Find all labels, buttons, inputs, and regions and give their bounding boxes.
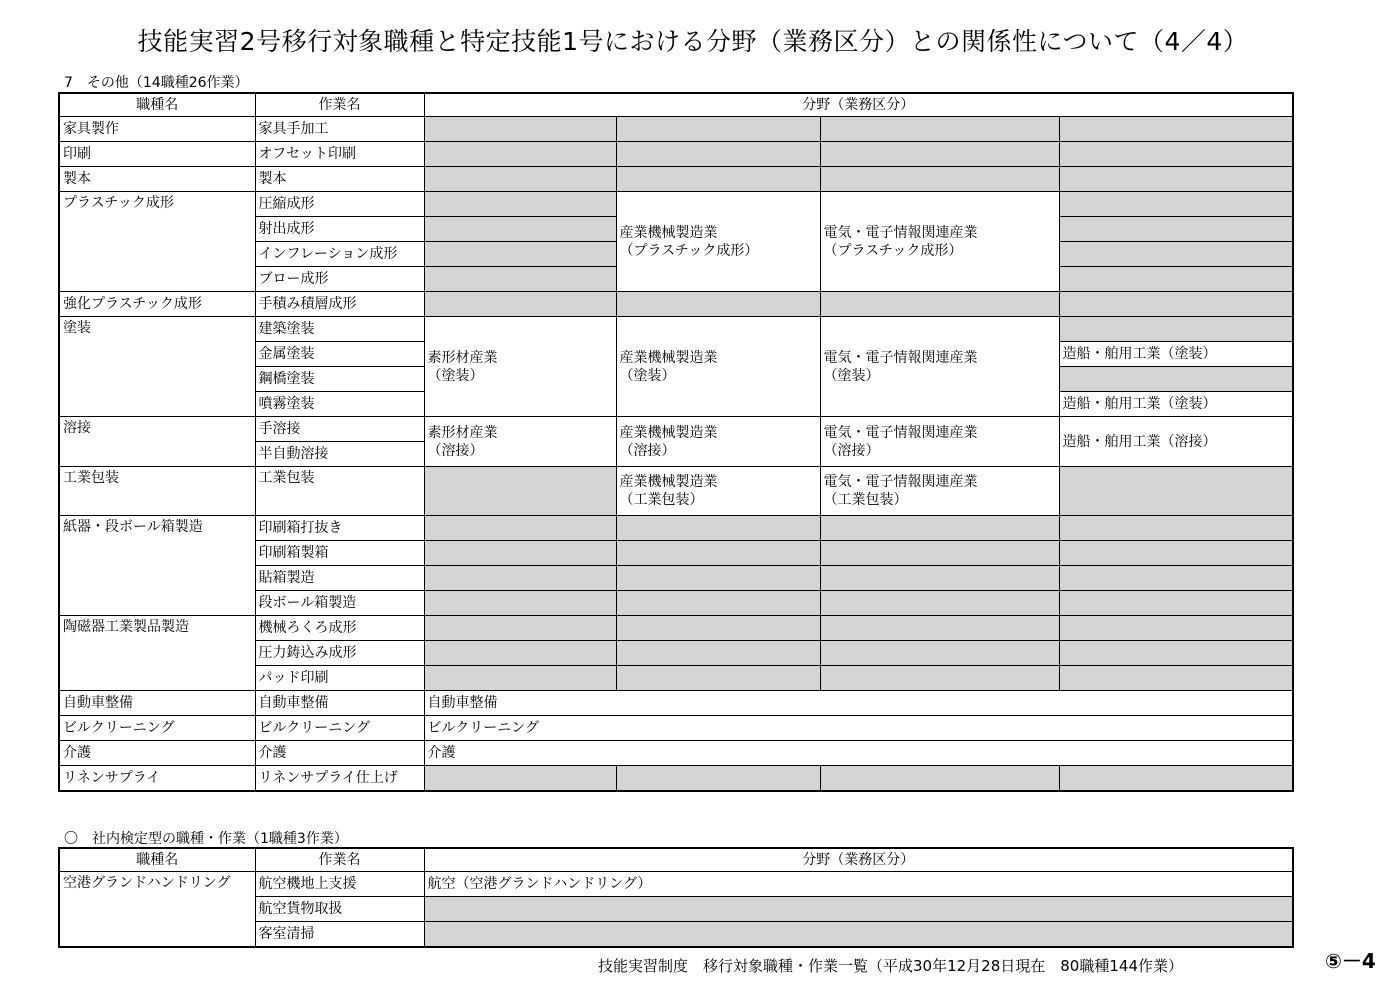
empty-field-cell [424,922,1293,948]
table-row [59,292,1293,317]
occupation-cell: リネンサプライ [59,766,255,792]
work-cell: 手積み積層成形 [255,292,424,317]
table-row [59,616,1293,641]
empty-field-cell [820,142,1059,167]
empty-field-cell [424,292,616,317]
empty-field-cell [424,242,616,267]
section-label-other: 7 その他（14職種26作業） [64,75,249,91]
work-cell: 機械ろくろ成形 [255,616,424,641]
field-text: 電気・電子情報関連産業 （工業包装） [823,474,978,508]
header-field: 分野（業務区分） [424,93,1293,117]
empty-field-cell [424,267,616,292]
field-cell: 自動車整備 [424,691,1293,716]
page-title: 技能実習2号移行対象職種と特定技能1号における分野（業務区分）との関係性について（4／4） [137,27,1249,56]
empty-field-cell [1059,267,1293,292]
occupation-cell: 強化プラスチック成形 [59,292,255,317]
work-cell: インフレーション成形 [255,242,424,267]
field-cell [616,317,820,417]
empty-field-cell [1059,167,1293,192]
table-row [59,691,1293,716]
work-cell: 貼箱製造 [255,566,424,591]
work-cell: 製本 [255,167,424,192]
empty-field-cell [1059,566,1293,591]
field-cell [424,317,616,417]
work-cell: 手溶接 [255,417,424,442]
empty-field-cell [1059,591,1293,616]
empty-field-cell [424,117,616,142]
empty-field-cell [424,591,616,616]
empty-field-cell [820,591,1059,616]
work-cell: 航空機地上支援 [255,872,424,897]
work-cell: 工業包装 [255,467,424,516]
empty-field-cell [1059,142,1293,167]
empty-field-cell [616,167,820,192]
empty-field-cell [424,897,1293,922]
empty-field-cell [616,641,820,666]
work-cell: ビルクリーニング [255,716,424,741]
table-row [59,117,1293,142]
footer-source: 技能実習制度 移行対象職種・作業一覧（平成30年12月28日現在 80職種144作業） [598,957,1183,975]
field-text: 電気・電子情報関連産業 （溶接） [823,424,978,459]
field-cell: 航空（空港グランドハンドリング） [424,872,1293,897]
empty-field-cell [1059,217,1293,242]
header-work: 作業名 [255,93,424,117]
work-cell: 印刷箱打抜き [255,516,424,541]
table-row [59,142,1293,167]
empty-field-cell [820,616,1059,641]
empty-field-cell [616,566,820,591]
empty-field-cell [820,641,1059,666]
table-header-row [59,848,1293,872]
field-text: 産業機械製造業 （塗装） [619,349,718,384]
table-row [59,872,1293,897]
field-text: 素形材産業 （溶接） [427,424,498,459]
work-cell: ブロー成形 [255,267,424,292]
empty-field-cell [616,516,820,541]
empty-field-cell [616,541,820,566]
empty-field-cell [616,142,820,167]
occupation-cell: 家具製作 [59,117,255,142]
field-cell [820,417,1059,467]
field-cell: ビルクリーニング [424,716,1293,741]
empty-field-cell [820,292,1059,317]
empty-field-cell [1059,641,1293,666]
empty-field-cell [1059,616,1293,641]
table-header-row [59,93,1293,117]
table-row [59,467,1293,516]
table-row [59,417,1293,442]
empty-field-cell [1059,367,1293,392]
empty-field-cell [616,666,820,691]
occupation-cell: 印刷 [59,142,255,167]
empty-field-cell [424,467,616,516]
empty-field-cell [1059,192,1293,217]
field-text: 電気・電子情報関連産業 （塗装） [823,349,978,384]
empty-field-cell [616,292,820,317]
work-cell: 半自動溶接 [255,442,424,467]
work-cell: 建築塗装 [255,317,424,342]
occupation-cell: 紙器・段ボール箱製造 [59,516,255,616]
work-cell: 鋼橋塗装 [255,367,424,392]
empty-field-cell [616,117,820,142]
occupation-cell: 製本 [59,167,255,192]
occupation-cell: 溶接 [59,417,255,467]
field-cell [820,317,1059,417]
occupation-cell: 工業包装 [59,467,255,516]
header-field: 分野（業務区分） [424,848,1293,872]
field-text: 素形材産業 （塗装） [427,349,498,384]
work-cell: 家具手加工 [255,117,424,142]
empty-field-cell [820,766,1059,792]
field-cell: 造船・舶用工業（塗装） [1059,392,1293,417]
section-label-in-house: 〇 社内検定型の職種・作業（1職種3作業） [64,831,348,847]
work-cell: パッド印刷 [255,666,424,691]
empty-field-cell [424,666,616,691]
empty-field-cell [1059,666,1293,691]
occupation-cell: プラスチック成形 [59,192,255,292]
work-cell: 射出成形 [255,217,424,242]
empty-field-cell [1059,516,1293,541]
field-text: 産業機械製造業 （工業包装） [619,474,718,508]
empty-field-cell [1059,766,1293,792]
empty-field-cell [1059,117,1293,142]
empty-field-cell [424,192,616,217]
empty-field-cell [616,766,820,792]
empty-field-cell [1059,467,1293,516]
header-occupation: 職種名 [59,848,255,872]
table-row [59,167,1293,192]
field-cell: 造船・舶用工業（溶接） [1059,417,1293,467]
table-row [59,716,1293,741]
field-cell: 介護 [424,741,1293,766]
work-cell: 圧力鋳込み成形 [255,641,424,666]
empty-field-cell [820,167,1059,192]
occupation-cell: 陶磁器工業製品製造 [59,616,255,691]
table-row [59,741,1293,766]
field-text: 電気・電子情報関連産業 （プラスチック成形） [823,224,978,259]
header-occupation: 職種名 [59,93,255,117]
empty-field-cell [1059,541,1293,566]
empty-field-cell [424,641,616,666]
occupation-cell: 空港グランドハンドリング [59,872,255,948]
table-row [59,317,1293,342]
field-cell: 造船・舶用工業（塗装） [1059,342,1293,367]
page-number: ⑤－4 [1325,949,1376,973]
occupation-cell: 自動車整備 [59,691,255,716]
empty-field-cell [424,566,616,591]
empty-field-cell [820,516,1059,541]
field-cell [616,192,820,292]
occupation-cell: ビルクリーニング [59,716,255,741]
work-cell: 介護 [255,741,424,766]
empty-field-cell [616,591,820,616]
field-cell [616,467,820,516]
header-work: 作業名 [255,848,424,872]
field-cell [424,417,616,467]
empty-field-cell [1059,317,1293,342]
empty-field-cell [1059,242,1293,267]
relationship-table [58,92,1294,792]
empty-field-cell [820,566,1059,591]
empty-field-cell [616,616,820,641]
empty-field-cell [424,217,616,242]
field-text: 産業機械製造業 （プラスチック成形） [619,224,759,259]
in-house-table [58,847,1294,948]
empty-field-cell [424,541,616,566]
empty-field-cell [424,167,616,192]
work-cell: 客室清掃 [255,922,424,948]
work-cell: 自動車整備 [255,691,424,716]
work-cell: 段ボール箱製造 [255,591,424,616]
field-cell [820,467,1059,516]
work-cell: 噴霧塗装 [255,392,424,417]
work-cell: 金属塗装 [255,342,424,367]
work-cell: オフセット印刷 [255,142,424,167]
table-row [59,192,1293,217]
occupation-cell: 塗装 [59,317,255,417]
work-cell: 印刷箱製箱 [255,541,424,566]
empty-field-cell [424,616,616,641]
work-cell: 航空貨物取扱 [255,897,424,922]
table-row [59,516,1293,541]
empty-field-cell [820,541,1059,566]
occupation-cell: 介護 [59,741,255,766]
field-text: 産業機械製造業 （溶接） [619,424,718,459]
work-cell: リネンサプライ仕上げ [255,766,424,792]
field-cell [616,417,820,467]
empty-field-cell [424,516,616,541]
table-row [59,766,1293,792]
empty-field-cell [1059,292,1293,317]
work-cell: 圧縮成形 [255,192,424,217]
empty-field-cell [820,666,1059,691]
empty-field-cell [424,142,616,167]
empty-field-cell [424,766,616,792]
empty-field-cell [820,117,1059,142]
field-cell [820,192,1059,292]
